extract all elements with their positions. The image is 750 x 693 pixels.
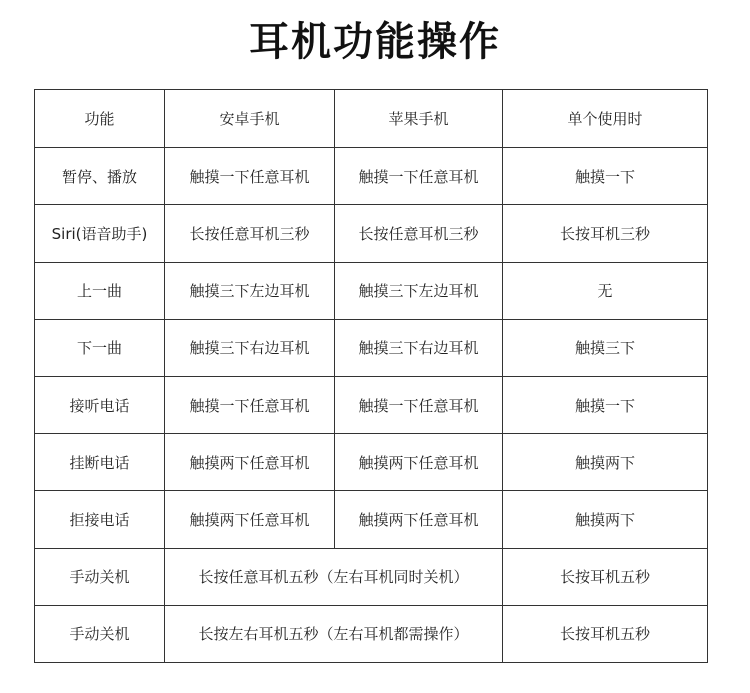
table-row	[35, 319, 708, 376]
function-cell: 拒接电话	[35, 491, 165, 548]
function-cell: Siri(语音助手)	[35, 205, 165, 262]
header-single-use: 单个使用时	[503, 90, 708, 148]
android-cell: 触摸两下任意耳机	[165, 491, 335, 548]
function-cell: 下一曲	[35, 319, 165, 376]
table-row	[35, 262, 708, 319]
function-cell: 挂断电话	[35, 434, 165, 491]
android-cell: 长按任意耳机三秒	[165, 205, 335, 262]
single-use-cell: 触摸一下	[503, 148, 708, 205]
function-cell: 上一曲	[35, 262, 165, 319]
single-use-cell: 触摸两下	[503, 491, 708, 548]
header-android: 安卓手机	[165, 90, 335, 148]
page-title: 耳机功能操作	[249, 19, 501, 65]
iphone-cell: 长按任意耳机三秒	[335, 205, 503, 262]
table-row	[35, 605, 708, 662]
function-cell: 手动关机	[35, 605, 165, 662]
table-row	[35, 548, 708, 605]
table-row	[35, 148, 708, 205]
table-row	[35, 434, 708, 491]
table-row	[35, 376, 708, 433]
function-cell: 暂停、播放	[35, 148, 165, 205]
single-use-cell: 无	[503, 262, 708, 319]
single-use-cell: 长按耳机五秒	[503, 605, 708, 662]
header-iphone: 苹果手机	[335, 90, 503, 148]
single-use-cell: 触摸三下	[503, 319, 708, 376]
header-function: 功能	[35, 90, 165, 148]
both-phones-cell: 长按左右耳机五秒（左右耳机都需操作）	[165, 605, 503, 662]
iphone-cell: 触摸三下右边耳机	[335, 319, 503, 376]
table-header-row	[35, 90, 708, 148]
iphone-cell: 触摸两下任意耳机	[335, 491, 503, 548]
earphone-operation-table	[34, 89, 708, 663]
both-phones-cell: 长按任意耳机五秒（左右耳机同时关机）	[165, 548, 503, 605]
table-row	[35, 205, 708, 262]
iphone-cell: 触摸两下任意耳机	[335, 434, 503, 491]
android-cell: 触摸三下右边耳机	[165, 319, 335, 376]
iphone-cell: 触摸一下任意耳机	[335, 376, 503, 433]
function-cell: 接听电话	[35, 376, 165, 433]
iphone-cell: 触摸一下任意耳机	[335, 148, 503, 205]
android-cell: 触摸一下任意耳机	[165, 148, 335, 205]
single-use-cell: 长按耳机五秒	[503, 548, 708, 605]
android-cell: 触摸一下任意耳机	[165, 376, 335, 433]
single-use-cell: 长按耳机三秒	[503, 205, 708, 262]
single-use-cell: 触摸一下	[503, 376, 708, 433]
android-cell: 触摸两下任意耳机	[165, 434, 335, 491]
iphone-cell: 触摸三下左边耳机	[335, 262, 503, 319]
single-use-cell: 触摸两下	[503, 434, 708, 491]
android-cell: 触摸三下左边耳机	[165, 262, 335, 319]
function-cell: 手动关机	[35, 548, 165, 605]
table-row	[35, 491, 708, 548]
